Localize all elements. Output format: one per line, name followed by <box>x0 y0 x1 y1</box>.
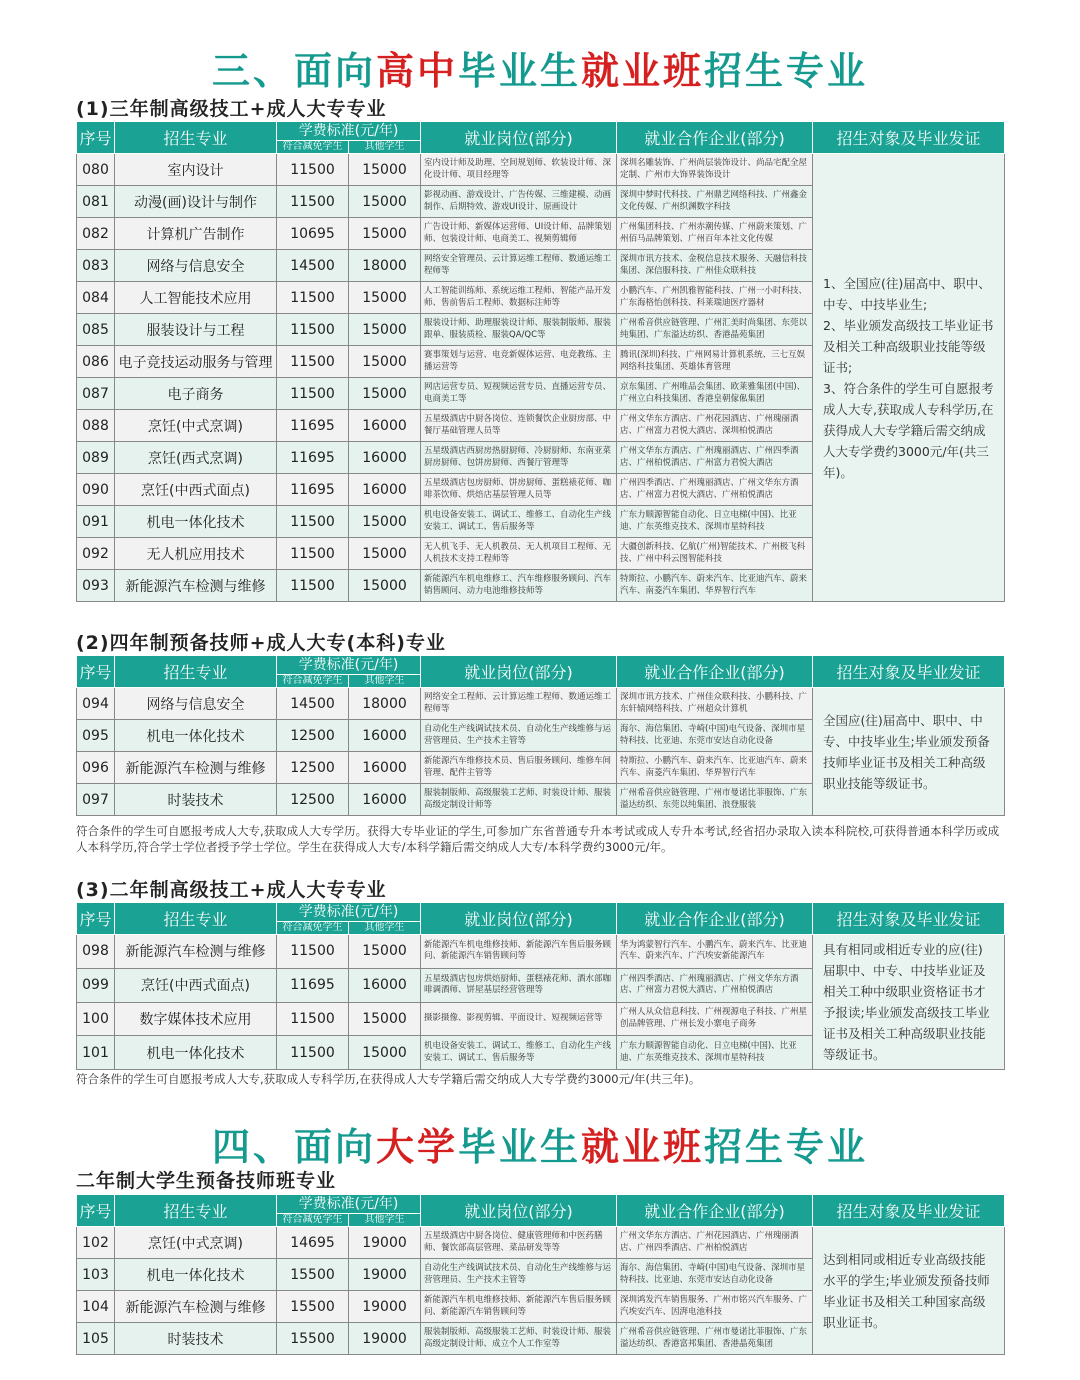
row-fee-local: 14695 <box>277 1227 349 1259</box>
header-jobs: 就业岗位(部分) <box>421 1195 617 1227</box>
row-partners: 深圳市讯方技术、广州佳众联科技、小鹏科技、广东轩辕网络科技、广州超众计算机 <box>617 688 813 720</box>
row-major: 机电一体化技术 <box>115 506 277 538</box>
table2-title: (2)四年制预备技师+成人大专(本科)专业 <box>76 632 446 654</box>
row-fee-other: 15000 <box>349 1002 421 1036</box>
row-partners: 海尔、海信集团、寺崎(中国)电气设备、深圳市星特科技、比亚迪、东莞市安达自动化设备 <box>617 1259 813 1291</box>
row-no: 080 <box>77 154 115 186</box>
row-fee-local: 15500 <box>277 1323 349 1355</box>
row-fee-local: 15500 <box>277 1291 349 1323</box>
row-jobs: 网络安全管理员、云计算运维工程师、数通运维工程师等 <box>421 250 617 282</box>
row-jobs: 五星级酒店包房烘焙厨师、蛋糕裱花师、酒水部咖啡调酒师、饼屋基层经营管理等 <box>421 968 617 1002</box>
header-fee-local: 符合减免学生 <box>277 675 349 688</box>
row-major: 新能源汽车检测与维修 <box>115 752 277 784</box>
row-fee-local: 12500 <box>277 720 349 752</box>
row-major: 机电一体化技术 <box>115 1036 277 1070</box>
row-partners: 广州希音供应链管理、广州市曼诺比菲服饰、广东溢达纺织、东莞以纯集团、浪登服装 <box>617 784 813 816</box>
table-row <box>77 1227 1005 1259</box>
row-fee-local: 11500 <box>277 314 349 346</box>
header-partners: 就业合作企业(部分) <box>617 903 813 935</box>
row-fee-other: 15000 <box>349 314 421 346</box>
row-fee-other: 19000 <box>349 1227 421 1259</box>
row-fee-local: 11695 <box>277 474 349 506</box>
row-no: 093 <box>77 570 115 602</box>
row-no: 102 <box>77 1227 115 1259</box>
row-major: 新能源汽车检测与维修 <box>115 1291 277 1323</box>
header-fee-local: 符合减免学生 <box>277 922 349 935</box>
row-partners: 广东力顺源智能自动化、日立电梯(中国)、比亚迪、广东英维克技术、深圳市星特科技 <box>617 1036 813 1070</box>
row-no: 088 <box>77 410 115 442</box>
row-jobs: 机电设备安装工、调试工、维修工、自动化生产线安装工、调试工、售后服务等 <box>421 1036 617 1070</box>
table-row <box>77 154 1005 186</box>
row-jobs: 人工智能训练师、系统运维工程师、智能产品开发师、售前售后工程师、数据标注师等 <box>421 282 617 314</box>
row-jobs: 网络安全工程师、云计算运维工程师、数通运维工程师等 <box>421 688 617 720</box>
row-partners: 广州四季酒店、广州瑰丽酒店、广州文华东方酒店、广州富力君悦大酒店、广州柏悦酒店 <box>617 474 813 506</box>
row-jobs: 五星级酒店西厨房热厨厨师、冷厨厨师、东南亚菜厨房厨师、包饼房厨师、西餐厅管理等 <box>421 442 617 474</box>
row-partners: 深圳市讯方技术、金税信息技术服务、天融信科技集团、深信服科技、广州佳众联科技 <box>617 250 813 282</box>
table2-note: 符合条件的学生可自愿报考成人大专,获取成人大专学历。获得大专毕业证的学生,可参加广东省普通专升本考试或成人专升本考试,经省招办录取入读本科院校,可获得普通本科学历或成人本科学历,符合学士学位者授予学士学位。学生在获得成人大专/本科学籍后需交纳成人大专/本科学费约3000元/年。 <box>76 824 1000 854</box>
row-target: 全国应(往)届高中、职中、中专、中技毕业生;毕业颁发预备技师毕业证书及相关工种高级职业技能等级证书。 <box>813 688 1005 816</box>
row-fee-local: 11500 <box>277 538 349 570</box>
header-major: 招生专业 <box>115 1195 277 1227</box>
row-fee-other: 15000 <box>349 506 421 538</box>
row-no: 095 <box>77 720 115 752</box>
row-fee-local: 11500 <box>277 346 349 378</box>
row-partners: 广东力顺源智能自动化、日立电梯(中国)、比亚迪、广东英维克技术、深圳市星特科技 <box>617 506 813 538</box>
row-fee-local: 11695 <box>277 410 349 442</box>
header-major: 招生专业 <box>115 903 277 935</box>
row-fee-other: 19000 <box>349 1259 421 1291</box>
row-partners: 广州文华东方酒店、广州瑰丽酒店、广州四季酒店、广州柏悦酒店、广州富力君悦大酒店 <box>617 442 813 474</box>
table-row <box>77 688 1005 720</box>
row-major: 烹饪(中式烹调) <box>115 1227 277 1259</box>
row-jobs: 摄影摄像、影视剪辑、平面设计、短视频运营等 <box>421 1002 617 1036</box>
row-no: 087 <box>77 378 115 410</box>
row-fee-other: 15000 <box>349 570 421 602</box>
row-major: 烹饪(中式烹调) <box>115 410 277 442</box>
header-fee-other: 其他学生 <box>349 922 421 935</box>
header-fee: 学费标准(元/年) <box>277 903 421 922</box>
row-no: 092 <box>77 538 115 570</box>
row-no: 094 <box>77 688 115 720</box>
row-jobs: 新能源汽车机电维修工、汽车维修服务顾问、汽车销售顾问、动力电池维修技师等 <box>421 570 617 602</box>
row-partners: 广州希音供应链管理、广州汇美时尚集团、东莞以纯集团、广东溢达纺织、香港晶苑集团 <box>617 314 813 346</box>
row-jobs: 自动化生产线调试技术员、自动化生产线维修与运营管理员、生产技术主管等 <box>421 720 617 752</box>
row-no: 101 <box>77 1036 115 1070</box>
row-fee-other: 15000 <box>349 282 421 314</box>
row-jobs: 新能源汽车机电维修技师、新能源汽车售后服务顾问、新能源汽车销售顾问等 <box>421 935 617 969</box>
row-jobs: 五星级酒店中厨各岗位、健康管理师和中医药膳师、餐饮部高层管理、菜品研发等等 <box>421 1227 617 1259</box>
row-jobs: 自动化生产线调试技术员、自动化生产线维修与运营管理员、生产技术主管等 <box>421 1259 617 1291</box>
row-fee-local: 11500 <box>277 1036 349 1070</box>
row-target: 具有相同或相近专业的应(往)届职中、中专、中技毕业证及相关工种中级职业资格证书才予报读;毕业颁发高级技工毕业证书及相关工种高级职业技能等级证书。 <box>813 935 1005 1070</box>
header-fee-other: 其他学生 <box>349 141 421 154</box>
row-major: 动漫(画)设计与制作 <box>115 186 277 218</box>
table-two-year-program <box>76 902 1005 1070</box>
row-partners: 广州人从众信息科技、广州视源电子科技、广州星创品牌管理、广州长发小寨电子商务 <box>617 1002 813 1036</box>
section4-title: 四、面向大学毕业生就业班招生专业 <box>211 1125 869 1169</box>
row-fee-local: 11500 <box>277 378 349 410</box>
row-fee-local: 11500 <box>277 186 349 218</box>
row-fee-local: 11500 <box>277 570 349 602</box>
row-major: 室内设计 <box>115 154 277 186</box>
row-no: 089 <box>77 442 115 474</box>
row-no: 084 <box>77 282 115 314</box>
row-major: 服装设计与工程 <box>115 314 277 346</box>
row-partners: 广州希音供应链管理、广州市曼诺比菲服饰、广东溢达纺织、香港富邦集团、香港晶苑集团 <box>617 1323 813 1355</box>
header-fee: 学费标准(元/年) <box>277 1195 421 1214</box>
row-jobs: 机电设备安装工、调试工、维修工、自动化生产线安装工、调试工、售后服务等 <box>421 506 617 538</box>
row-fee-other: 15000 <box>349 935 421 969</box>
row-no: 104 <box>77 1291 115 1323</box>
row-no: 105 <box>77 1323 115 1355</box>
row-fee-other: 18000 <box>349 688 421 720</box>
table-four-year-program <box>76 655 1005 816</box>
row-no: 083 <box>77 250 115 282</box>
row-partners: 特斯拉、小鹏汽车、蔚来汽车、比亚迪汽车、蔚来汽车、南菱汽车集团、华界智行汽车 <box>617 570 813 602</box>
row-major: 烹饪(中西式面点) <box>115 474 277 506</box>
header-no: 序号 <box>77 1195 115 1227</box>
row-fee-other: 16000 <box>349 410 421 442</box>
header-fee: 学费标准(元/年) <box>277 122 421 141</box>
row-fee-other: 16000 <box>349 474 421 506</box>
table-three-year-program <box>76 121 1005 602</box>
row-partners: 海尔、海信集团、寺崎(中国)电气设备、深圳市星特科技、比亚迪、东莞市安达自动化设备 <box>617 720 813 752</box>
row-fee-local: 11500 <box>277 506 349 538</box>
row-major: 人工智能技术应用 <box>115 282 277 314</box>
row-fee-local: 11500 <box>277 154 349 186</box>
section3-title: 三、面向高中毕业生就业班招生专业 <box>211 49 869 93</box>
row-fee-local: 14500 <box>277 250 349 282</box>
row-fee-other: 16000 <box>349 720 421 752</box>
row-partners: 广州四季酒店、广州瑰丽酒店、广州文华东方酒店、广州富力君悦大酒店、广州柏悦酒店 <box>617 968 813 1002</box>
row-fee-other: 16000 <box>349 968 421 1002</box>
row-major: 新能源汽车检测与维修 <box>115 570 277 602</box>
header-jobs: 就业岗位(部分) <box>421 656 617 688</box>
header-target: 招生对象及毕业发证 <box>813 1195 1005 1227</box>
row-major: 时装技术 <box>115 784 277 816</box>
row-no: 082 <box>77 218 115 250</box>
table-university-program <box>76 1194 1005 1355</box>
row-no: 081 <box>77 186 115 218</box>
row-fee-local: 14500 <box>277 688 349 720</box>
row-jobs: 服装设计师、助理服装设计师、服装制版师、服装跟单、服装质检、服装QA/QC等 <box>421 314 617 346</box>
row-fee-other: 15000 <box>349 378 421 410</box>
row-major: 电子商务 <box>115 378 277 410</box>
row-fee-local: 12500 <box>277 752 349 784</box>
header-fee-local: 符合减免学生 <box>277 141 349 154</box>
header-fee-local: 符合减免学生 <box>277 1214 349 1227</box>
header-target: 招生对象及毕业发证 <box>813 656 1005 688</box>
row-major: 时装技术 <box>115 1323 277 1355</box>
row-fee-local: 11500 <box>277 935 349 969</box>
row-partners: 深圳鸿发汽车销售服务、广州市铭兴汽车服务、广汽埃安汽车、因湃电池科技 <box>617 1291 813 1323</box>
row-no: 098 <box>77 935 115 969</box>
header-jobs: 就业岗位(部分) <box>421 122 617 154</box>
row-fee-local: 11695 <box>277 442 349 474</box>
row-major: 新能源汽车检测与维修 <box>115 935 277 969</box>
header-fee-other: 其他学生 <box>349 1214 421 1227</box>
header-partners: 就业合作企业(部分) <box>617 122 813 154</box>
row-partners: 腾讯(深圳)科技、广州网易计算机系统、三七互娱网络科技集团、英雄体育管理 <box>617 346 813 378</box>
row-major: 无人机应用技术 <box>115 538 277 570</box>
row-no: 096 <box>77 752 115 784</box>
row-major: 数字媒体技术应用 <box>115 1002 277 1036</box>
header-partners: 就业合作企业(部分) <box>617 1195 813 1227</box>
row-fee-other: 15000 <box>349 218 421 250</box>
row-partners: 大疆创新科技、亿航(广州)智能技术、广州极飞科技、广州中科云图智能科技 <box>617 538 813 570</box>
row-partners: 京东集团、广州唯品会集团、欧莱雅集团(中国)、广州立白科技集团、香港皇朝傢俬集团 <box>617 378 813 410</box>
row-target: 1、全国应(往)届高中、职中、中专、中技毕业生; 2、毕业颁发高级技工毕业证书及相关工种高级职业技能等级证书; 3、符合条件的学生可自愿报考成人大专,获取成人专科学历,在获得成人大专学籍后需交纳成人大专学费约3000元/年(共三年)。 <box>813 154 1005 602</box>
row-fee-other: 16000 <box>349 784 421 816</box>
row-partners: 广州集团科技、广州赤潮传媒、广州蔚来策划、广州佰马品牌策划、广州百年本社文化传媒 <box>617 218 813 250</box>
row-no: 085 <box>77 314 115 346</box>
header-fee: 学费标准(元/年) <box>277 656 421 675</box>
header-target: 招生对象及毕业发证 <box>813 903 1005 935</box>
header-major: 招生专业 <box>115 122 277 154</box>
header-no: 序号 <box>77 656 115 688</box>
row-major: 电子竞技运动服务与管理 <box>115 346 277 378</box>
row-jobs: 新能源汽车机电维修技师、新能源汽车售后服务顾问、新能源汽车销售顾问等 <box>421 1291 617 1323</box>
row-no: 099 <box>77 968 115 1002</box>
table4-title: 二年制大学生预备技师班专业 <box>76 1170 337 1192</box>
row-major: 网络与信息安全 <box>115 688 277 720</box>
row-fee-other: 15000 <box>349 538 421 570</box>
row-major: 机电一体化技术 <box>115 720 277 752</box>
row-no: 091 <box>77 506 115 538</box>
row-jobs: 五星级酒店中厨各岗位、连锁餐饮企业厨房部、中餐厅基础管理人员等 <box>421 410 617 442</box>
row-major: 烹饪(中西式面点) <box>115 968 277 1002</box>
row-partners: 华为鸿蒙智行汽车、小鹏汽车、蔚来汽车、比亚迪汽车、蔚来汽车、广汽埃安新能源汽车 <box>617 935 813 969</box>
header-no: 序号 <box>77 122 115 154</box>
table3-title: (3)二年制高级技工+成人大专专业 <box>76 879 387 901</box>
table-row <box>77 935 1005 969</box>
row-target: 达到相同或相近专业高级技能水平的学生;毕业颁发预备技师毕业证书及相关工种国家高级职业证书。 <box>813 1227 1005 1355</box>
row-major: 烹饪(西式烹调) <box>115 442 277 474</box>
row-partners: 深圳中梦时代科技、广州鼎艺网络科技、广州鑫金文化传媒、广州织渊数字科技 <box>617 186 813 218</box>
row-major: 网络与信息安全 <box>115 250 277 282</box>
row-fee-local: 11695 <box>277 968 349 1002</box>
row-jobs: 赛事策划与运营、电竞新媒体运营、电竞教练、主播运营等 <box>421 346 617 378</box>
row-fee-other: 15000 <box>349 1036 421 1070</box>
row-fee-other: 15000 <box>349 346 421 378</box>
row-no: 100 <box>77 1002 115 1036</box>
row-no: 090 <box>77 474 115 506</box>
row-partners: 特斯拉、小鹏汽车、蔚来汽车、比亚迪汽车、蔚来汽车、南菱汽车集团、华界智行汽车 <box>617 752 813 784</box>
row-fee-other: 15000 <box>349 154 421 186</box>
row-jobs: 服装制版师、高级服装工艺师、时装设计师、服装高级定制设计师等 <box>421 784 617 816</box>
row-no: 103 <box>77 1259 115 1291</box>
header-partners: 就业合作企业(部分) <box>617 656 813 688</box>
row-fee-other: 18000 <box>349 250 421 282</box>
header-major: 招生专业 <box>115 656 277 688</box>
row-jobs: 室内设计师及助理、空间规划师、软装设计师、深化设计师、项目经理等 <box>421 154 617 186</box>
row-partners: 深圳名雕装饰、广州尚层装饰设计、尚品宅配全屋定制、广州市大饰界装饰设计 <box>617 154 813 186</box>
row-major: 计算机广告制作 <box>115 218 277 250</box>
row-jobs: 广告设计师、新媒体运营师、UI设计师、品牌策划师、包装设计师、电商美工、视频剪辑师 <box>421 218 617 250</box>
row-no: 097 <box>77 784 115 816</box>
row-fee-local: 12500 <box>277 784 349 816</box>
table1-title: (1)三年制高级技工+成人大专专业 <box>76 98 387 120</box>
row-major: 机电一体化技术 <box>115 1259 277 1291</box>
row-fee-local: 10695 <box>277 218 349 250</box>
row-jobs: 服装制版师、高级服装工艺师、时装设计师、服装高级定制设计师、成立个人工作室等 <box>421 1323 617 1355</box>
row-fee-local: 11500 <box>277 1002 349 1036</box>
row-fee-other: 16000 <box>349 752 421 784</box>
header-jobs: 就业岗位(部分) <box>421 903 617 935</box>
row-fee-other: 16000 <box>349 442 421 474</box>
row-fee-other: 15000 <box>349 186 421 218</box>
row-fee-other: 19000 <box>349 1323 421 1355</box>
row-partners: 广州文华东方酒店、广州花园酒店、广州瑰丽酒店、广州四季酒店、广州柏悦酒店 <box>617 1227 813 1259</box>
row-fee-local: 11500 <box>277 282 349 314</box>
table3-note: 符合条件的学生可自愿报考成人大专,获取成人专科学历,在获得成人大专学籍后需交纳成人大专学费约3000元/年(共三年)。 <box>76 1072 701 1086</box>
row-partners: 广州文华东方酒店、广州花园酒店、广州瑰丽酒店、广州富力君悦大酒店、深圳柏悦酒店 <box>617 410 813 442</box>
row-partners: 小鹏汽车、广州凯雅智能科技、广州一小时科技、广东海格怡创科技、科莱瑞迪医疗器材 <box>617 282 813 314</box>
row-jobs: 网店运营专员、短视频运营专员、直播运营专员、电商美工等 <box>421 378 617 410</box>
header-fee-other: 其他学生 <box>349 675 421 688</box>
header-no: 序号 <box>77 903 115 935</box>
row-fee-other: 19000 <box>349 1291 421 1323</box>
row-fee-local: 15500 <box>277 1259 349 1291</box>
row-jobs: 五星级酒店包房厨师、饼房厨师、蛋糕裱花师、咖啡茶饮师、烘焙店基层管理人员等 <box>421 474 617 506</box>
row-jobs: 无人机飞手、无人机教员、无人机项目工程师、无人机技术支持工程师等 <box>421 538 617 570</box>
header-target: 招生对象及毕业发证 <box>813 122 1005 154</box>
row-jobs: 新能源汽车维修技术员、售后服务顾问、维修车间管理、配件主管等 <box>421 752 617 784</box>
row-jobs: 影视动画、游戏设计、广告传媒、三维建模、动画制作、后期特效、游戏UI设计、原画设计 <box>421 186 617 218</box>
row-no: 086 <box>77 346 115 378</box>
